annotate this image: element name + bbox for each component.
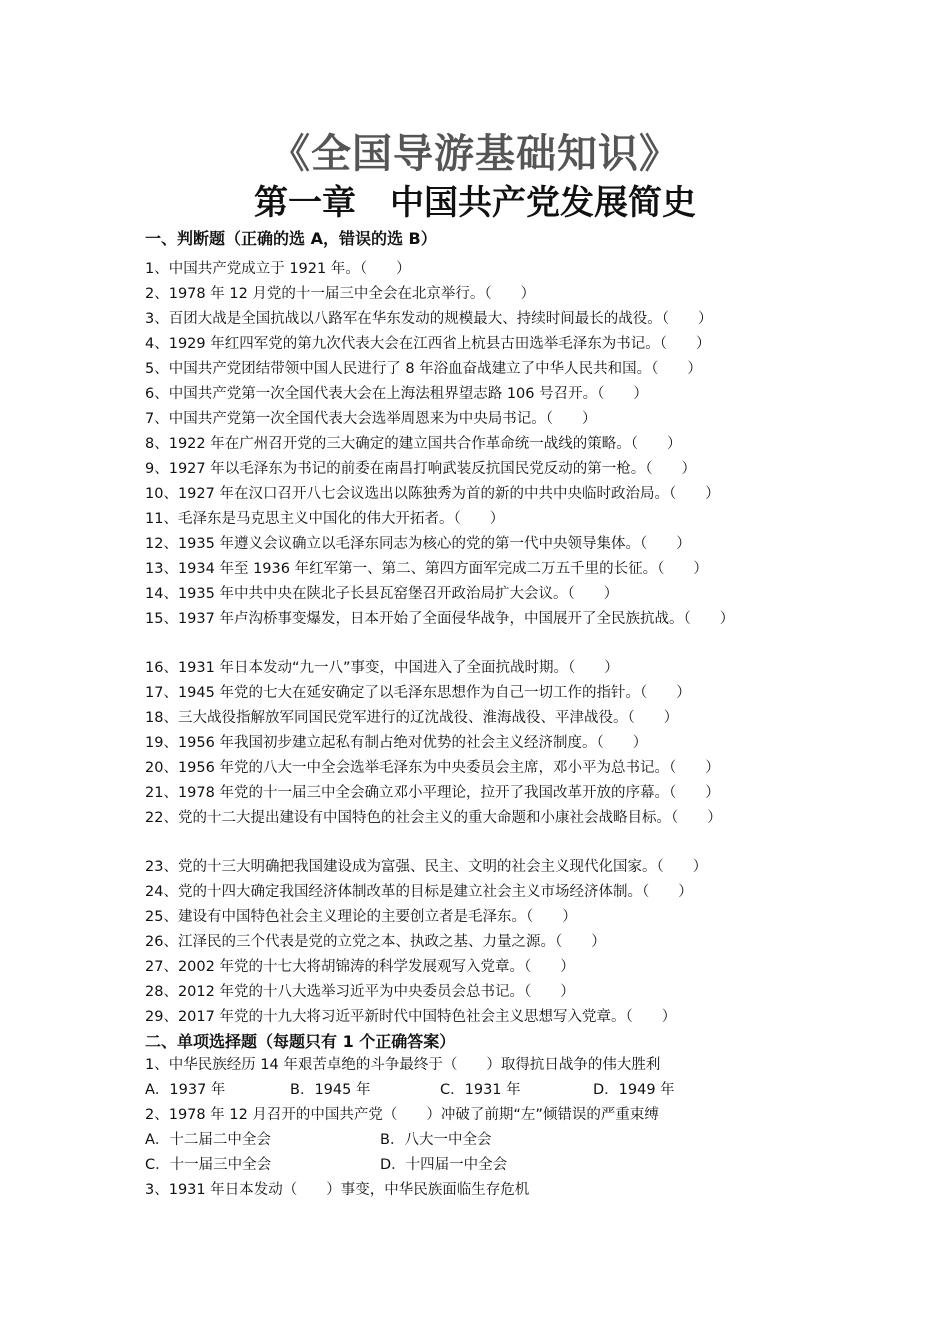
question-item: 23、党的十三大明确把我国建设成为富强、民主、文明的社会主义现代化国家。（ ）	[145, 859, 708, 875]
question-item: 24、党的十四大确定我国经济体制改革的目标是建立社会主义市场经济体制。（ ）	[145, 884, 693, 900]
question-item: 8、1922 年在广州召开党的三大确定的建立国共合作革命统一战线的策略。（ ）	[145, 436, 682, 452]
choice-question-stem: 1、中华民族经历 14 年艰苦卓绝的斗争最终于（ ）取得抗日战争的伟大胜利	[145, 1057, 661, 1073]
question-item: 4、1929 年红四军党的第九次代表大会在江西省上杭县古田选举毛泽东为书记。（ ）	[145, 336, 711, 352]
question-item: 26、江泽民的三个代表是党的立党之本、执政之基、力量之源。（ ）	[145, 934, 606, 950]
choice-question-stem: 3、1931 年日本发动（ ）事变，中华民族面临生存危机	[145, 1182, 530, 1198]
choice-option-b: B．八大一中全会	[380, 1132, 492, 1148]
question-item: 5、中国共产党团结带领中国人民进行了 8 年浴血奋战建立了中华人民共和国。（ ）	[145, 361, 702, 377]
question-item: 2、1978 年 12 月党的十一届三中全会在北京举行。（ ）	[145, 286, 536, 302]
choice-option-b: B．1945 年	[290, 1082, 371, 1098]
question-item: 3、百团大战是全国抗战以八路军在华东发动的规模最大、持续时间最长的战役。（ ）	[145, 311, 713, 327]
question-item: 12、1935 年遵义会议确立以毛泽东同志为核心的党的第一代中央领导集体。（ ）	[145, 536, 691, 552]
section-heading-multiple-choice: 二、单项选择题（每题只有 1 个正确答案）	[145, 1032, 456, 1051]
question-item: 20、1956 年党的八大一中全会选举毛泽东为中央委员会主席，邓小平为总书记。（ ）	[145, 760, 720, 776]
question-item: 9、1927 年以毛泽东为书记的前委在南昌打响武装反抗国民党反动的第一枪。（ ）	[145, 461, 696, 477]
choice-option-c: C．十一届三中全会	[145, 1157, 272, 1173]
question-item: 22、党的十二大提出建设有中国特色的社会主义的重大命题和小康社会战略目标。（ ）	[145, 810, 722, 826]
question-item: 10、1927 年在汉口召开八七会议选出以陈独秀为首的新的中共中央临时政治局。（ ）	[145, 486, 720, 502]
question-item: 25、建设有中国特色社会主义理论的主要创立者是毛泽东。（ ）	[145, 909, 577, 925]
question-item: 14、1935 年中共中央在陕北子长县瓦窑堡召开政治局扩大会议。（ ）	[145, 586, 619, 602]
question-item: 11、毛泽东是马克思主义中国化的伟大开拓者。（ ）	[145, 511, 505, 527]
choice-question-stem: 2、1978 年 12 月召开的中国共产党（ ）冲破了前期“左”倾错误的严重束缚	[145, 1107, 659, 1123]
question-item: 16、1931 年日本发动“九一八”事变，中国进入了全面抗战时期。（ ）	[145, 660, 619, 676]
choice-option-a: A．十二届二中全会	[145, 1132, 271, 1148]
document-title: 《全国导游基础知识》	[270, 131, 680, 177]
question-item: 17、1945 年党的七大在延安确定了以毛泽东思想作为自己一切工作的指针。（ ）	[145, 685, 691, 701]
question-item: 19、1956 年我国初步建立起私有制占绝对优势的社会主义经济制度。（ ）	[145, 735, 648, 751]
section-heading-true-false: 一、判断题（正确的选 A，错误的选 B）	[145, 229, 437, 248]
question-item: 18、三大战役指解放军同国民党军进行的辽沈战役、淮海战役、平津战役。（ ）	[145, 710, 679, 726]
question-item: 28、2012 年党的十八大选举习近平为中央委员会总书记。（ ）	[145, 984, 575, 1000]
question-item: 7、中国共产党第一次全国代表大会选举周恩来为中央局书记。（ ）	[145, 411, 597, 427]
question-item: 21、1978 年党的十一届三中全会确立邓小平理论，拉开了我国改革开放的序幕。（ ）	[145, 785, 720, 801]
choice-option-d: D．1949 年	[593, 1082, 675, 1098]
question-item: 29、2017 年党的十九大将习近平新时代中国特色社会主义思想写入党章。（ ）	[145, 1009, 677, 1025]
question-item: 6、中国共产党第一次全国代表大会在上海法租界望志路 106 号召开。（ ）	[145, 386, 648, 402]
choice-option-d: D．十四届一中全会	[380, 1157, 508, 1173]
choice-option-a: A．1937 年	[145, 1082, 226, 1098]
question-item: 13、1934 年至 1936 年红军第一、第二、第四方面军完成二万五千里的长征。（ ）	[145, 561, 708, 577]
question-item: 27、2002 年党的十七大将胡锦涛的科学发展观写入党章。（ ）	[145, 959, 575, 975]
chapter-heading: 第一章 中国共产党发展简史	[254, 183, 696, 223]
choice-option-c: C．1931 年	[440, 1082, 521, 1098]
question-item: 1、中国共产党成立于 1921 年。（ ）	[145, 261, 411, 277]
question-item: 15、1937 年卢沟桥事变爆发，日本开始了全面侵华战争，中国展开了全民族抗战。（ ）	[145, 611, 735, 627]
